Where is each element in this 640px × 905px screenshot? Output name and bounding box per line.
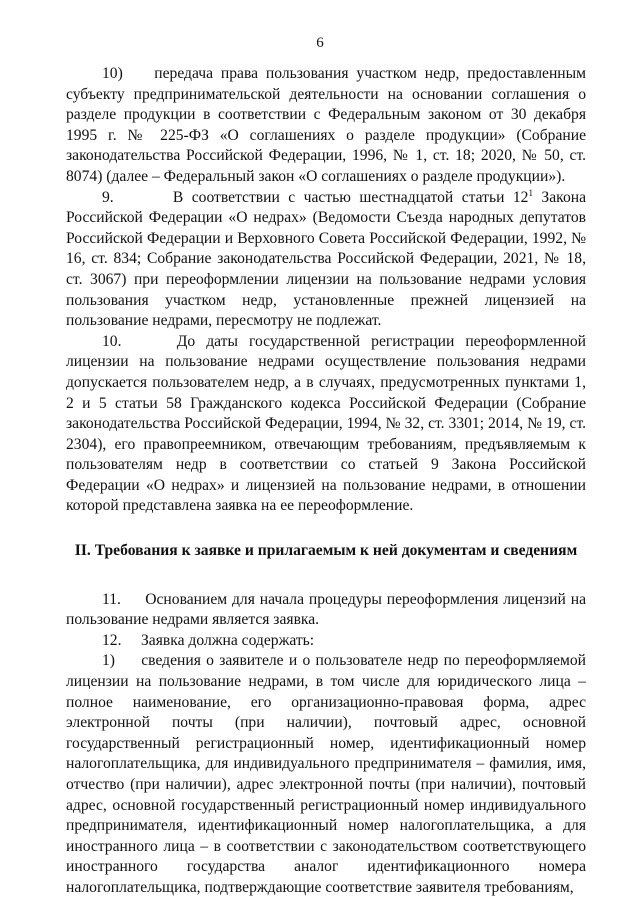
page-number: 6 [316, 35, 324, 51]
spacer [66, 517, 586, 541]
paragraph-text-end: Закона Российской Федерации «О недрах» (Ведомости Съезда народных депутатов Российской Федерации и Верховного Совета Российской Федерации, 1992, № 16, ст. 834; Собрание законодательства Российской Федерации, 2021, № 18, ст. 3067) при переоформлении лицензии на пользование недрами условия пользования участком недр, установленные прежней лицензией на пользование недрами, пересмотру не подлежат. [66, 188, 587, 330]
paragraph-item-11: 11. Основанием для начала процедуры переоформления лицензий на пользование недрами является заявка. [66, 590, 586, 629]
spacer [66, 562, 586, 590]
paragraph-subitem-1: 1) сведения о заявителе и о пользователе недр по переоформляемой лицензии на пользование недрами, в том числе для юридического лица – полное наименование, его организационно-правовая форма, адрес электронной почты (при наличии), почтовый адрес, основной государственный регистрационный номер, идентификационный номер налогоплательщика, для индивидуального предпринимателя – фамилия, имя, отчество (при наличии), адрес электронной почты (при наличии), почтовый адрес, основной государственный регистрационный номер индивидуального предпринимателя, идентификационный номер налогоплательщика, а для иностранного лица – в соответствии с законодательством соответствующего иностранного государства аналог идентификационного номера налогоплательщика, подтверждающие соответствие заявителя требованиям, [66, 652, 586, 896]
section-heading: II. Требования к заявке и прилагаемым к ней документам и сведениям [74, 542, 578, 560]
document-body [66, 64, 586, 899]
paragraph-item-10: 10) передача права пользования участком недр, предоставленным субъекту предпринимательской деятельности на основании соглашения о разделе продукции в соответствии с Федеральным законом от 30 декабря 1995 г. № 225-ФЗ «О соглашениях о разделе продукции» (Собрание законодательства Российской Федерации, 1996, № 1, ст. 18; 2020, № 50, ст. 8074) (далее – Федеральный закон «О соглашениях о разделе продукции»). [66, 65, 586, 185]
paragraph-item-9 [66, 188, 586, 332]
superscript-number: 1 [528, 187, 533, 198]
paragraph-text-start: 9. В соответствии с частью шестнадцатой статьи 12 [102, 188, 529, 206]
paragraph-item-10-registration: 10. До даты государственной регистрации переоформленной лицензии на пользование недрами осуществление пользования недрами допускается пользователем недр, а в случаях, предусмотренных пунктами 1, 2 и 5 статьи 58 Гражданского кодекса Российской Федерации (Собрание законодательства Российской Федерации, 1994, № 32, ст. 3301; 2014, № 19, ст. 2304), его правопреемником, отвечающим требованиям, предъявляемым к пользователям недр в соответствии со статьей 9 Закона Российской Федерации «О недрах» и лицензией на пользование недрами, в отношении которой представлена заявка на ее переоформление. [66, 332, 586, 515]
paragraph-item-12: 12. Заявка должна содержать: [102, 631, 315, 649]
